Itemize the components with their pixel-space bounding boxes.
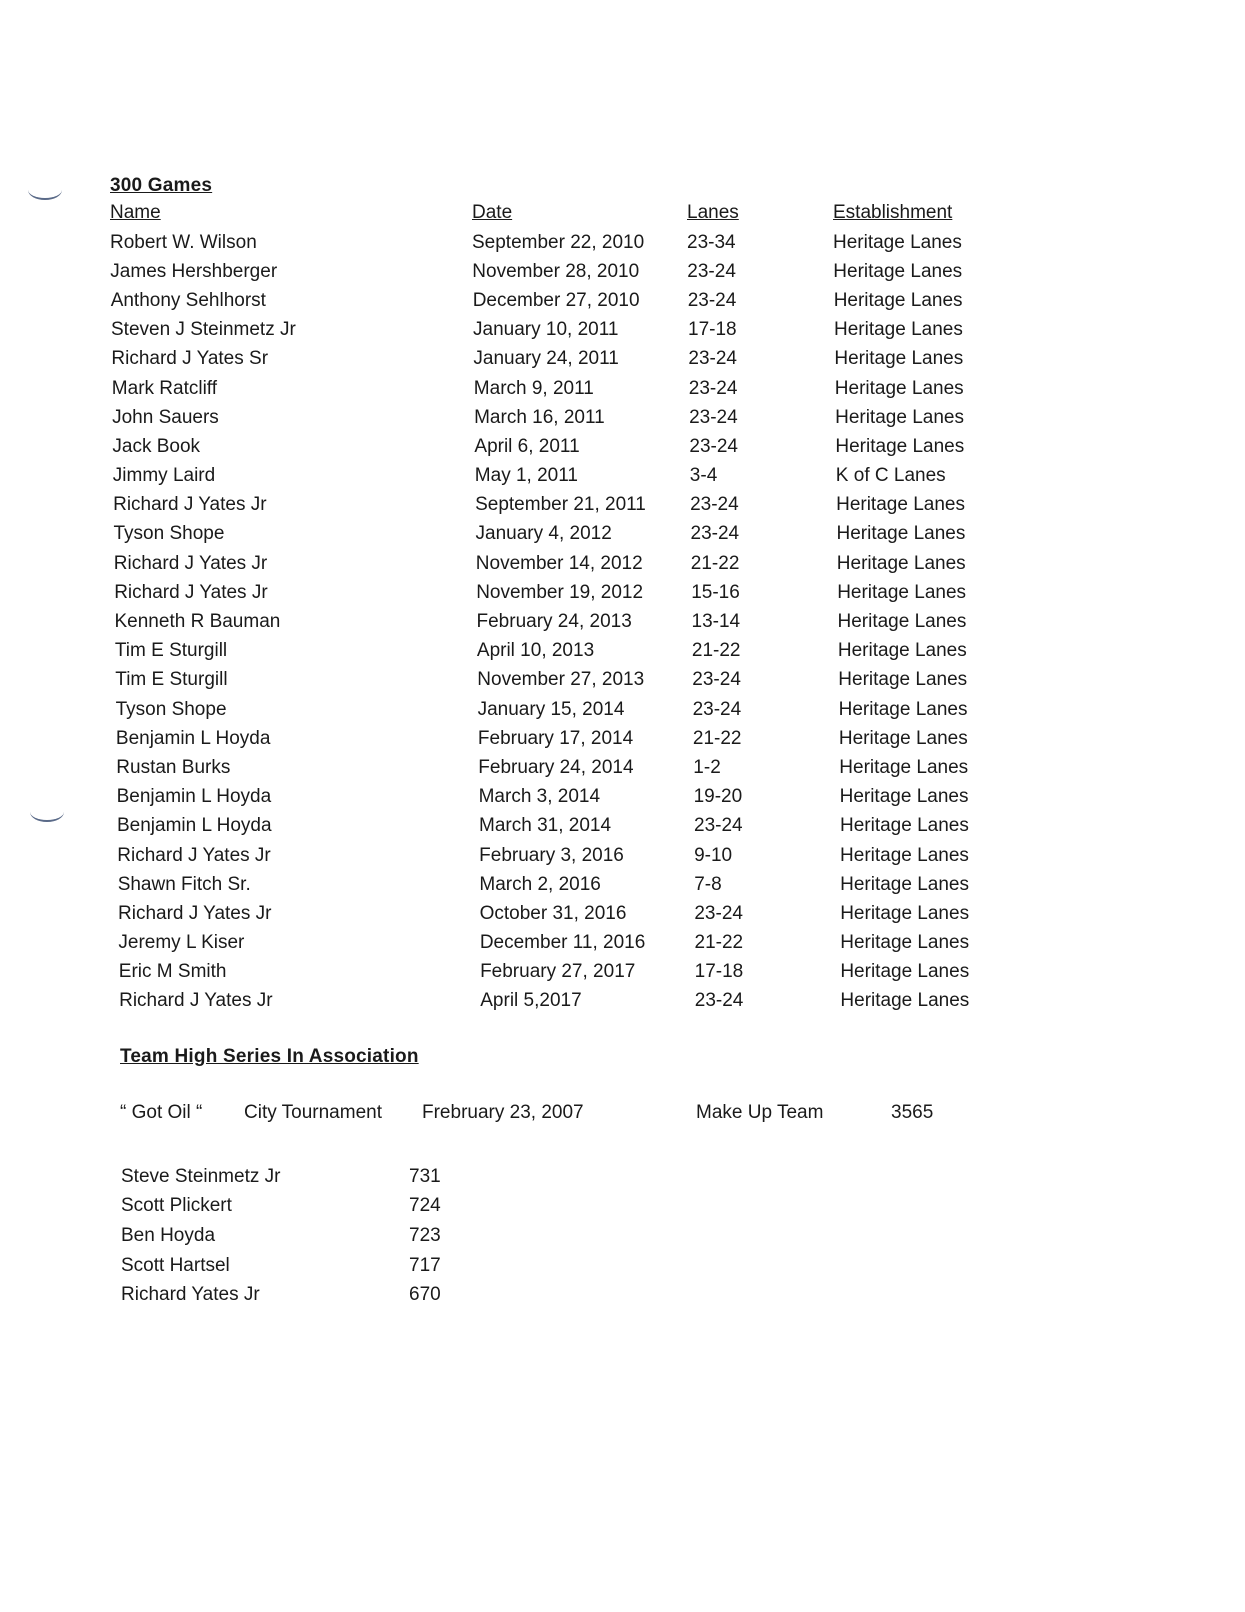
table-row xyxy=(110,841,1010,870)
cell-establishment: Heritage Lanes xyxy=(837,581,967,603)
cell-date: September 22, 2010 xyxy=(472,231,645,253)
cell-name: Tyson Shope xyxy=(115,698,227,720)
cell-date: December 27, 2010 xyxy=(472,289,640,311)
cell-establishment: Heritage Lanes xyxy=(836,552,966,574)
cell-date: February 24, 2013 xyxy=(476,611,632,633)
table-row xyxy=(110,374,1010,403)
team-name: “ Got Oil “ xyxy=(120,1102,203,1123)
list-item xyxy=(121,1192,469,1222)
cell-name: Steven J Steinmetz Jr xyxy=(111,319,296,341)
cell-lanes: 23-24 xyxy=(690,523,740,545)
cell-lanes: 21-22 xyxy=(692,727,742,749)
cell-name: Robert W. Wilson xyxy=(110,231,257,253)
cell-establishment: Heritage Lanes xyxy=(840,844,969,866)
table-row xyxy=(110,520,1010,549)
cell-lanes: 3-4 xyxy=(689,465,718,487)
punch-hole-mark xyxy=(30,802,64,822)
cell-lanes: 23-24 xyxy=(687,260,736,282)
cell-lanes: 23-24 xyxy=(689,406,738,428)
cell-name: Richard J Yates Jr xyxy=(118,902,272,924)
header-name: Name xyxy=(110,202,161,223)
cell-date: April 6, 2011 xyxy=(474,435,580,457)
table-header-row xyxy=(110,198,1010,228)
cell-establishment: Heritage Lanes xyxy=(840,990,970,1012)
bowler-score: 731 xyxy=(409,1165,441,1187)
cell-name: Richard J Yates Jr xyxy=(113,494,267,516)
games-table xyxy=(110,198,1010,1016)
cell-date: February 3, 2016 xyxy=(479,844,624,866)
team-bowlers-list xyxy=(121,1162,469,1310)
cell-lanes: 23-24 xyxy=(694,990,744,1012)
section-title-team-high-series: Team High Series In Association xyxy=(120,1046,419,1067)
cell-name: Richard J Yates Sr xyxy=(111,348,269,370)
cell-date: November 14, 2012 xyxy=(475,552,643,574)
cell-lanes: 23-24 xyxy=(689,435,738,457)
cell-establishment: Heritage Lanes xyxy=(840,932,970,954)
cell-lanes: 17-18 xyxy=(694,961,744,983)
cell-lanes: 23-24 xyxy=(692,669,741,691)
cell-name: Jack Book xyxy=(112,435,201,457)
cell-date: February 24, 2014 xyxy=(478,756,634,778)
table-row xyxy=(110,257,1010,286)
table-row xyxy=(110,812,1010,841)
cell-date: February 17, 2014 xyxy=(477,727,634,749)
table-row xyxy=(110,286,1010,315)
table-row xyxy=(110,637,1010,666)
table-row xyxy=(110,549,1010,578)
cell-establishment: Heritage Lanes xyxy=(839,756,969,778)
cell-name: Benjamin L Hoyda xyxy=(115,727,271,749)
bowler-score: 670 xyxy=(409,1284,441,1306)
table-row xyxy=(110,870,1010,899)
table-row xyxy=(110,462,1010,491)
cell-date: March 9, 2011 xyxy=(473,377,594,399)
punch-hole-mark xyxy=(28,180,62,200)
cell-name: Richard J Yates Jr xyxy=(117,844,271,866)
section-title-300-games: 300 Games xyxy=(110,175,213,196)
table-row xyxy=(110,666,1010,695)
team-date: Frebruary 23, 2007 xyxy=(422,1102,584,1123)
cell-establishment: Heritage Lanes xyxy=(836,523,966,545)
cell-establishment: Heritage Lanes xyxy=(838,727,968,749)
cell-establishment: Heritage Lanes xyxy=(840,961,970,983)
cell-name: Shawn Fitch Sr. xyxy=(117,873,251,895)
cell-name: Tyson Shope xyxy=(113,523,225,545)
cell-name: John Sauers xyxy=(112,406,219,428)
table-row xyxy=(110,724,1010,753)
cell-establishment: Heritage Lanes xyxy=(840,815,969,837)
cell-lanes: 21-22 xyxy=(691,640,741,662)
cell-establishment: Heritage Lanes xyxy=(839,786,969,808)
cell-name: Rustan Burks xyxy=(116,756,231,778)
cell-date: November 19, 2012 xyxy=(476,581,644,603)
bowler-name: Steve Steinmetz Jr xyxy=(121,1165,281,1187)
header-date: Date xyxy=(472,202,513,223)
cell-name: Benjamin L Hoyda xyxy=(116,786,272,808)
table-row xyxy=(110,783,1010,812)
table-row xyxy=(110,432,1010,461)
table-row xyxy=(110,695,1010,724)
cell-lanes: 23-24 xyxy=(694,902,743,924)
table-row xyxy=(110,929,1010,958)
bowler-score: 723 xyxy=(409,1224,441,1246)
table-row xyxy=(110,578,1010,607)
cell-lanes: 23-24 xyxy=(694,815,743,837)
cell-name: Kenneth R Bauman xyxy=(114,611,281,633)
table-row xyxy=(110,958,1010,987)
cell-date: April 10, 2013 xyxy=(476,640,595,662)
cell-lanes: 1-2 xyxy=(693,756,721,778)
table-row xyxy=(110,987,1010,1016)
cell-establishment: Heritage Lanes xyxy=(837,611,967,633)
cell-establishment: Heritage Lanes xyxy=(840,873,969,895)
cell-establishment: Heritage Lanes xyxy=(837,640,967,662)
cell-name: Jeremy L Kiser xyxy=(118,932,245,954)
cell-name: Mark Ratcliff xyxy=(111,377,218,399)
cell-establishment: Heritage Lanes xyxy=(838,669,968,691)
cell-date: March 31, 2014 xyxy=(479,815,612,837)
cell-date: January 24, 2011 xyxy=(473,348,619,370)
team-note: Make Up Team xyxy=(696,1102,824,1123)
cell-date: March 16, 2011 xyxy=(474,406,605,428)
bowler-name: Richard Yates Jr xyxy=(121,1284,260,1306)
cell-name: Richard J Yates Jr xyxy=(114,581,268,603)
team-event: City Tournament xyxy=(244,1102,382,1123)
cell-lanes: 9-10 xyxy=(694,844,733,866)
cell-name: Jimmy Laird xyxy=(112,465,216,487)
cell-establishment: Heritage Lanes xyxy=(833,260,963,282)
table-row xyxy=(110,491,1010,520)
cell-lanes: 7-8 xyxy=(694,873,722,895)
table-row xyxy=(110,607,1010,636)
cell-lanes: 23-24 xyxy=(688,377,738,399)
cell-date: November 28, 2010 xyxy=(472,260,640,282)
cell-date: January 10, 2011 xyxy=(473,319,619,341)
list-item xyxy=(121,1280,469,1310)
cell-establishment: Heritage Lanes xyxy=(836,494,965,516)
cell-name: Eric M Smith xyxy=(118,961,227,983)
cell-establishment: Heritage Lanes xyxy=(834,377,964,399)
cell-date: March 3, 2014 xyxy=(478,786,601,808)
cell-lanes: 23-24 xyxy=(690,494,739,516)
cell-lanes: 23-34 xyxy=(687,231,736,253)
bowler-score: 724 xyxy=(409,1195,441,1217)
header-establishment: Establishment xyxy=(833,202,953,223)
list-item xyxy=(121,1162,469,1192)
cell-date: November 27, 2013 xyxy=(477,669,645,691)
cell-lanes: 21-22 xyxy=(694,932,744,954)
header-lanes: Lanes xyxy=(687,202,739,223)
cell-establishment: K of C Lanes xyxy=(835,465,946,487)
cell-lanes: 23-24 xyxy=(687,289,737,311)
cell-lanes: 15-16 xyxy=(691,581,740,603)
cell-date: October 31, 2016 xyxy=(479,902,627,924)
cell-lanes: 23-24 xyxy=(688,348,737,370)
cell-establishment: Heritage Lanes xyxy=(835,435,965,457)
bowler-name: Ben Hoyda xyxy=(121,1224,216,1246)
bowler-score: 717 xyxy=(409,1254,441,1276)
cell-lanes: 19-20 xyxy=(693,786,743,808)
cell-establishment: Heritage Lanes xyxy=(834,348,964,370)
cell-date: April 5,2017 xyxy=(480,990,582,1012)
table-row xyxy=(110,753,1010,782)
table-row xyxy=(110,228,1010,257)
bowler-name: Scott Plickert xyxy=(121,1195,232,1217)
list-item xyxy=(121,1251,469,1281)
cell-establishment: Heritage Lanes xyxy=(834,319,963,341)
table-row xyxy=(110,316,1010,345)
cell-date: December 11, 2016 xyxy=(479,932,646,954)
cell-name: Tim E Sturgill xyxy=(115,669,228,691)
table-row xyxy=(110,345,1010,374)
cell-lanes: 23-24 xyxy=(692,698,742,720)
list-item xyxy=(121,1221,469,1251)
cell-name: Tim E Sturgill xyxy=(114,640,228,662)
cell-lanes: 13-14 xyxy=(691,611,741,633)
cell-establishment: Heritage Lanes xyxy=(840,902,970,924)
cell-name: James Hershberger xyxy=(110,260,278,282)
team-total: 3565 xyxy=(891,1102,934,1123)
cell-date: February 27, 2017 xyxy=(480,961,636,983)
cell-date: January 4, 2012 xyxy=(475,523,612,545)
cell-establishment: Heritage Lanes xyxy=(833,231,962,253)
cell-establishment: Heritage Lanes xyxy=(835,406,964,428)
cell-name: Richard J Yates Jr xyxy=(113,552,268,574)
cell-date: September 21, 2011 xyxy=(475,494,646,516)
cell-date: March 2, 2016 xyxy=(479,873,601,895)
cell-lanes: 21-22 xyxy=(690,552,740,574)
bowler-name: Scott Hartsel xyxy=(121,1254,230,1276)
cell-name: Richard J Yates Jr xyxy=(119,990,273,1012)
cell-date: January 15, 2014 xyxy=(477,698,625,720)
cell-date: May 1, 2011 xyxy=(474,465,578,487)
cell-establishment: Heritage Lanes xyxy=(838,698,968,720)
cell-name: Benjamin L Hoyda xyxy=(117,815,272,837)
table-row xyxy=(110,403,1010,432)
cell-establishment: Heritage Lanes xyxy=(833,289,963,311)
cell-lanes: 17-18 xyxy=(688,319,737,341)
cell-name: Anthony Sehlhorst xyxy=(110,289,266,311)
table-row xyxy=(110,899,1010,928)
